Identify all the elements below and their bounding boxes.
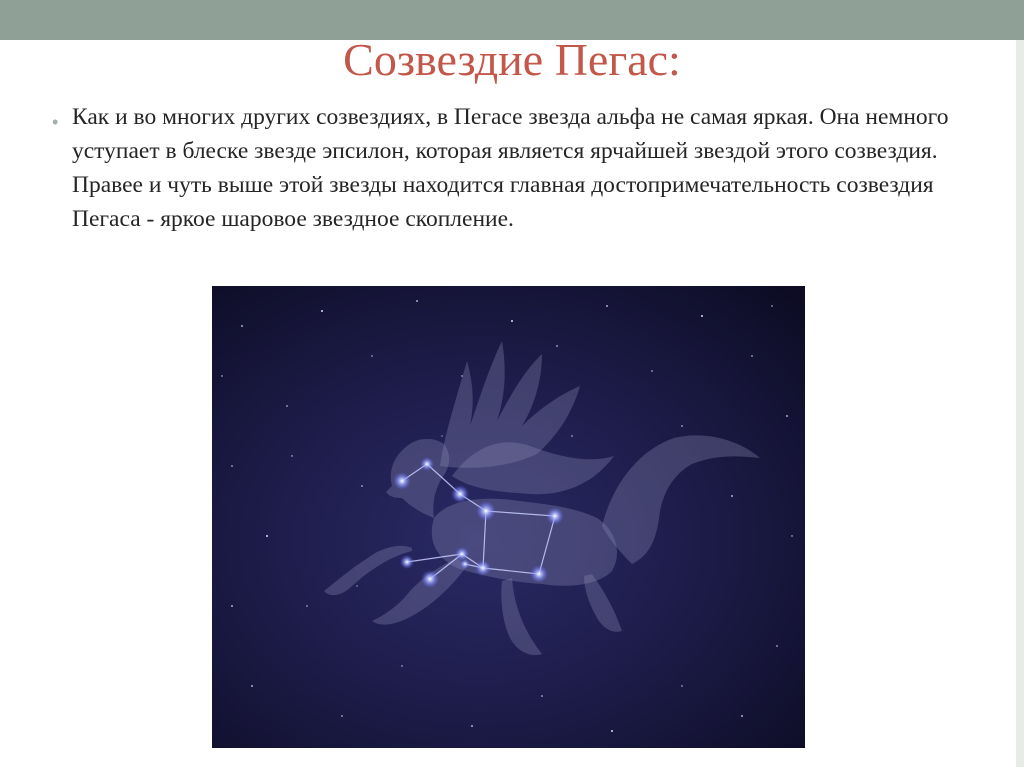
right-edge-bar bbox=[1016, 40, 1024, 767]
pegasus-constellation-image bbox=[212, 286, 805, 748]
bullet-marker: • bbox=[52, 112, 59, 132]
bullet-text: Как и во многих других созвездиях, в Пегасе звезда альфа не самая яркая. Она немного уступает в блеске звезде эпсилон, которая является ярчайшей звездой этого созвездия. Правее и чуть выше этой звезды находится главная достопримечательность созвездия Пегаса - яркое шаровое звездное скопление. bbox=[72, 104, 949, 232]
slide-title: Созвездие Пегас: bbox=[343, 34, 681, 85]
